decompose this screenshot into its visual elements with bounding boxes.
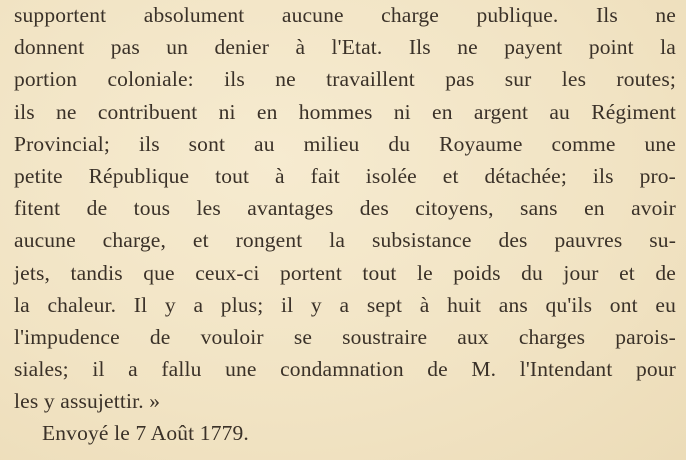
text-line: ils ne contribuent ni en hommes ni en argent au Régiment	[14, 99, 676, 124]
text-line: donnent pas un denier à l'Etat. Ils ne payent point la	[14, 35, 676, 60]
body-text	[14, 0, 676, 450]
text-line: supportent absolument aucune charge publique. Ils ne	[14, 3, 676, 27]
text-line: les y assujettir. »	[14, 389, 161, 414]
text-line: la chaleur. Il y a plus; il y a sept à huit ans qu'ils ont eu	[14, 292, 676, 317]
text-line: aucune charge, et rongent la subsistance des pauvres su-	[14, 228, 676, 253]
text-line: petite République tout à fait isolée et détachée; ils pro-	[14, 163, 676, 188]
text-line: l'impudence de vouloir se soustraire aux charges parois-	[14, 324, 676, 349]
text-line: portion coloniale: ils ne travaillent pas sur les routes;	[14, 67, 676, 92]
text-line: jets, tandis que ceux-ci portent tout le poids du jour et de	[14, 260, 676, 285]
text-line: siales; il a fallu une condamnation de M. l'Intendant pour	[14, 357, 676, 382]
dispatch-date-line: Envoyé le 7 Août 1779.	[42, 421, 249, 446]
text-line: Provincial; ils sont au milieu du Royaume comme une	[14, 131, 676, 156]
text-line: fitent de tous les avantages des citoyens, sans en avoir	[14, 196, 676, 221]
